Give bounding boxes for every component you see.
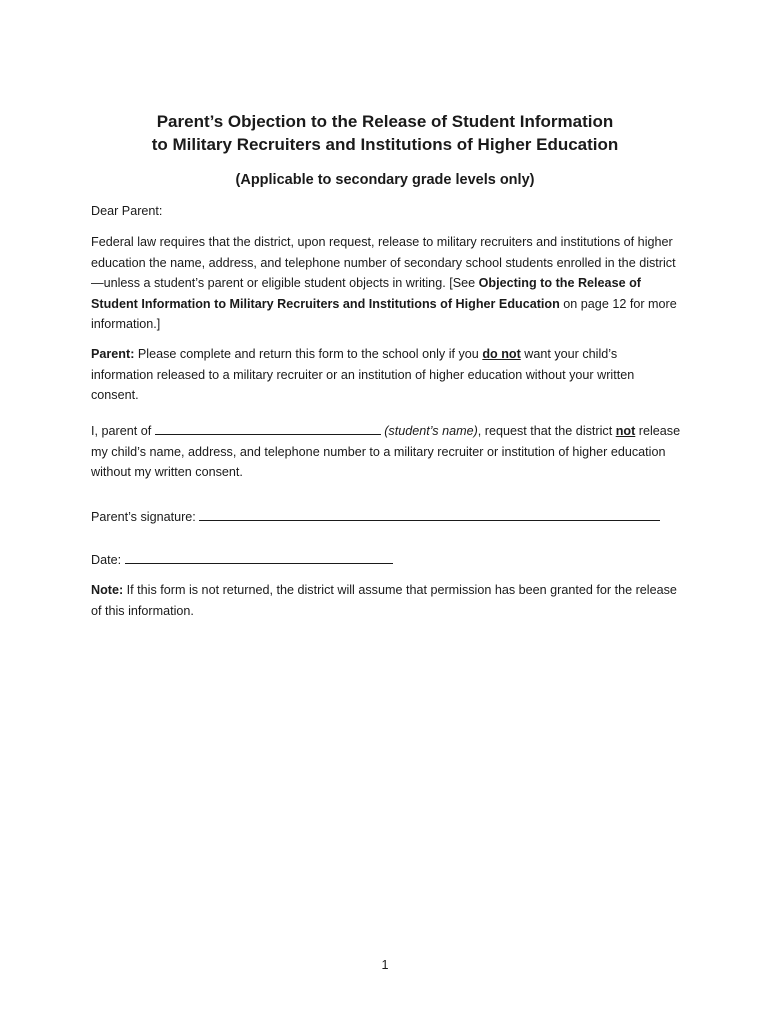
para1-text: Federal law requires that the district, upon request, release to military recruiters and institutions of higher education the name, address, and telephone number of secondary school students enrolled in the district—unless a student’s parent or eligible student objects in writing. [See	[91, 235, 676, 290]
para1-tail: on page 12 for more information.]	[91, 296, 677, 331]
date-field[interactable]	[125, 550, 393, 564]
note-text: If this form is not returned, the district will assume that permission has been granted for the release of this information.	[91, 583, 677, 618]
para2-text-2: want your child’s information released to a military recruiter or an institution of higher education without your written consent.	[91, 347, 635, 402]
para3-emphasis: not	[615, 424, 636, 438]
signature-field[interactable]	[199, 507, 660, 521]
signature-row	[91, 507, 681, 528]
date-label: Date:	[91, 553, 125, 567]
title-line-1: Parent’s Objection to the Release of Student Information	[156, 112, 614, 131]
student-name-hint: (student’s name)	[384, 424, 478, 438]
document-subtitle: (Applicable to secondary grade levels only)	[235, 172, 535, 188]
para2-label: Parent:	[91, 347, 135, 361]
date-row	[91, 550, 681, 571]
document-title	[60, 110, 710, 156]
student-name-field[interactable]	[155, 421, 381, 435]
para2-emphasis: do not	[482, 347, 521, 361]
title-line-2: to Military Recruiters and Institutions of Higher Education	[151, 135, 619, 154]
para1-bold-reference: Objecting to the Release of Student Information to Military Recruiters and Institutions of Higher Education	[91, 276, 641, 311]
para3-mid: , request that the district	[477, 424, 616, 438]
para3-tail: release my child’s name, address, and telephone number to a military recruiter or institution of higher education without my written consent.	[91, 424, 681, 479]
para2-text-1: Please complete and return this form to the school only if you	[134, 347, 483, 361]
note-paragraph	[91, 580, 681, 621]
para3-lead: I, parent of	[91, 424, 155, 438]
paragraph-parent-instructions	[91, 344, 681, 406]
note-label: Note:	[91, 583, 124, 597]
salutation: Dear Parent:	[91, 204, 163, 218]
paragraph-federal-law	[91, 232, 681, 335]
paragraph-objection-statement	[91, 421, 681, 483]
page-number: 1	[381, 958, 389, 972]
signature-label: Parent’s signature:	[91, 510, 200, 524]
